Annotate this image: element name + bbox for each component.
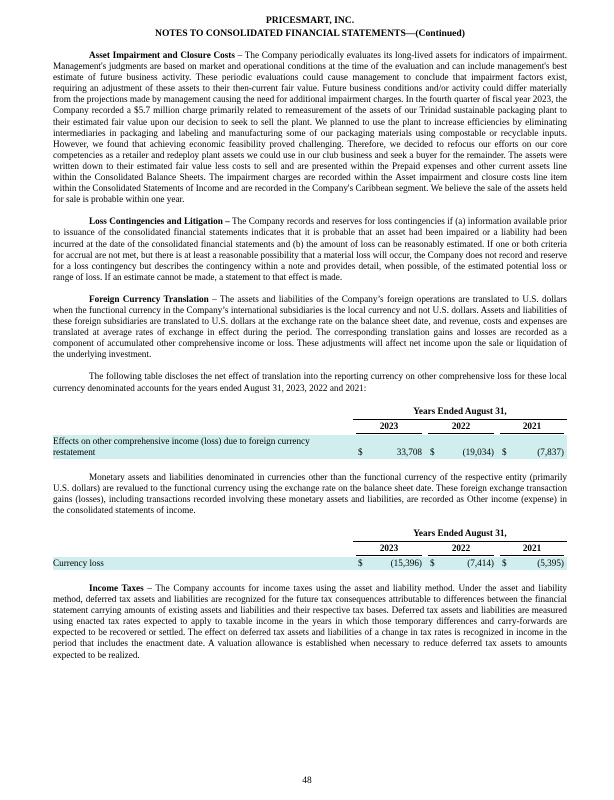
table2-year-header: 2021 [497,542,567,558]
currency-symbol: $ [425,435,439,459]
table2-year-header: 2022 [425,542,497,558]
page-subtitle: NOTES TO CONSOLIDATED FINANCIAL STATEMENTS—(Continued) [155,28,465,39]
table1-row-label: Effects on other comprehensive income (loss) due to foreign currency restatement [53,435,353,459]
table1-value-2021: (7,837) [511,435,567,459]
table1-year-header: 2022 [425,419,497,435]
income-taxes-body: – The Company accounts for income taxes using the asset and liability method. Under the asset and liability method, deferred tax assets and liabilities are recognized for the future tax consequences attributable to differences between the financial statement carrying amounts of existing assets and liabilities and their respective tax bases. Deferred tax assets and liabilities are measured using enacted tax rates expected to apply to taxable income in the years in which those temporary differences and carry-forwards are expected to be recovered or settled. The effect on deferred tax assets and liabilities of a change in tax rates is recognized in income in the period that includes the enactment date. A valuation allowance is established when necessary to reduce deferred tax assets to amounts expected to be realized. [53,583,568,660]
table2-year-header: 2023 [353,542,425,558]
asset-impairment-paragraph [53,50,567,205]
table2-row-label: Currency loss [53,557,353,570]
currency-symbol: $ [353,435,367,459]
table-row [53,435,567,459]
table2-value-2021: (5,395) [511,557,567,570]
table1-value-2022: (19,034) [439,435,497,459]
table2-period-header: Years Ended August 31, [353,527,567,542]
table2-value-2023: (15,396) [367,557,425,570]
currency-symbol: $ [497,557,511,570]
loss-contingencies-body: The Company records and reserves for loss contingencies if (a) information available prior to issuance of the consolidated financial statements indicates that it is probable that an asset had been impaired or a liability had been incurred at the date of the consolidated financial statements and (b) the amount of loss can be reasonably estimated. If one or both criteria for accrual are not met, but there is at least a reasonable possibility that a material loss will occur, the Company does not record and reserve for a loss contingency but describes the contingency within a note and provides detail, when possible, of the estimated potential loss or range of loss. If an estimate cannot be made, a statement to that effect is made. [53,216,568,282]
table-row [53,557,567,570]
company-name: PRICESMART, INC. [265,15,355,26]
monetary-assets-paragraph: Monetary assets and liabilities denominated in currencies other than the functional currency of the respective entity (primarily U.S. dollars) are revalued to the functional currency using the exchange rate on the balance sheet date. These foreign exchange transaction gains (losses), including transactions recorded involving these monetary assets and liabilities, are recorded as Other income (expense) in the consolidated statements of income. [53,471,567,515]
table1-period-header: Years Ended August 31, [353,405,567,420]
income-taxes-title: Income Taxes [89,583,144,593]
foreign-currency-paragraph [53,294,567,361]
table1-value-2023: 33,708 [367,435,425,459]
table1-year-header: 2023 [353,419,425,435]
income-taxes-paragraph [53,583,567,661]
foreign-currency-body: – The assets and liabilities of the Company’s foreign operations are translated to U.S. dollars when the functional currency in the Company’s international subsidiaries is the local currency and not U.S. dollars. Assets and liabilities of these foreign subsidiaries are translated to U.S. dollars at the exchange rate on the balance sheet date, and revenue, costs and expenses are translated at average rates of exchange in effect during the period. The corresponding translation gains and losses are recorded as a component of accumulated other comprehensive income or loss. These adjustments will affect net income upon the sale or liquidation of the underlying investment. [53,293,567,360]
page-number: 48 [302,776,312,786]
foreign-currency-title: Foreign Currency Translation [89,293,209,304]
table2-value-2022: (7,414) [439,557,497,570]
document-page [53,14,567,672]
translation-effects-table [53,405,567,459]
table1-intro: The following table discloses the net effect of translation into the reporting currency on other comprehensive loss for these local currency denominated accounts for the years ended August 31, 2023, 2022 and 2021: [53,371,567,393]
currency-symbol: $ [497,435,511,459]
loss-contingencies-paragraph [53,216,567,283]
table1-year-header: 2021 [497,419,567,435]
currency-symbol: $ [425,557,439,570]
currency-symbol: $ [353,557,367,570]
asset-impairment-body: – The Company periodically evaluates its long-lived assets for indicators of impairment. Management's judgments are based on market and operational conditions at the time of the evaluation and can include management's best estimate of future business activity. These periodic evaluations could cause management to conclude that impairment factors exist, requiring an adjustment of these assets to their then-current fair value. Future business conditions and/or activity could differ materially from the projections made by management causing the need for additional impairment charges. In the fourth quarter of fiscal year 2023, the Company recorded a $5.7 million charge primarily related to remeasurement of the assets of our Trinidad sustainable packaging plant to their estimated fair value upon our decision to seek to sell the plant. We planned to use the plant to increase efficiencies by eliminating intermediaries in packaging and labeling and manufacturing some of our packaging materials using compostable or recyclable inputs. However, we found that achieving economic feasibility proved challenging. Therefore, we decided to refocus our efforts on our core competencies as a retailer and redeploy plant assets we could use in our club business and seek a buyer for the remainder. The assets were written down to their estimated fair value less costs to sell and are presented within the Prepaid expenses and other current assets line within the Consolidated Balance Sheets. The impairment charges are recorded within the Asset impairment and closure costs line item within the Consolidated Statements of Income and are recorded in the Company's Caribbean segment. We believe the sale of the assets held for sale is probable within one year. [53,50,568,205]
loss-contingencies-title: Loss Contingencies and Litigation – [89,216,230,227]
currency-loss-table [53,527,567,570]
asset-impairment-title: Asset Impairment and Closure Costs [89,50,235,60]
